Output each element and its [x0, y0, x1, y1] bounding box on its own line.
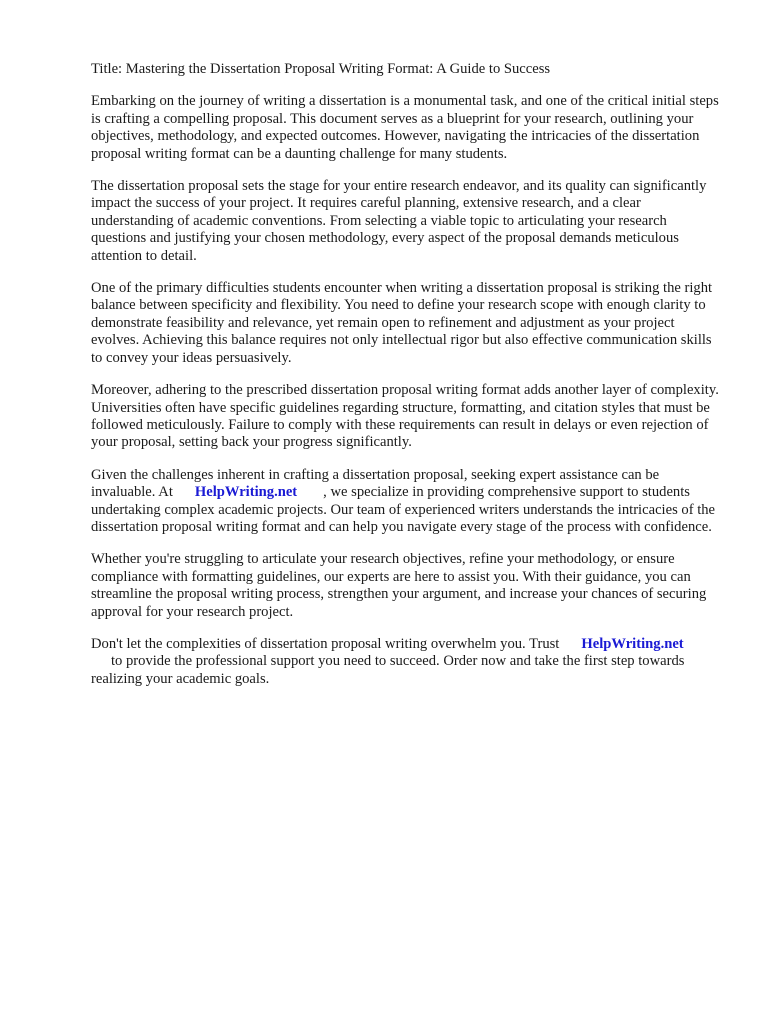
paragraph-intro: Embarking on the journey of writing a dissertation is a monumental task, and one of the critical initial steps is crafting a compelling proposal. This document serves as a blueprint for your research, outlining your objectives, methodology, and expected outcomes. However, navigating the intricacies of the dissertation proposal writing format can be a daunting challenge for many students.: [91, 93, 719, 162]
paragraph-format: Moreover, adhering to the prescribed dissertation proposal writing format adds another layer of complexity. Universities often have specific guidelines regarding structure, formatting, and citation styles that must be followed meticulously. Failure to comply with these requirements can result in delays or even rejection of your proposal, setting back your progress significantly.: [91, 382, 719, 451]
document-title: Title: Mastering the Dissertation Proposal Writing Format: A Guide to Success: [91, 61, 551, 77]
paragraph-difficulties: One of the primary difficulties students encounter when writing a dissertation proposal is striking the right balance between specificity and flexibility. You need to define your research scope with enough clarity to demonstrate feasibility and relevance, yet remain open to refinement and adjustment as your project evolves. Achieving this balance requires not only intellectual rigor but also effective communication skills to convey your ideas persuasively.: [91, 280, 713, 366]
paragraph-assistance-text-start: Given the challenges inherent in crafting a dissertation proposal, seeking expert assistance can be invaluable. At: [91, 466, 660, 501]
paragraph-closing: [91, 636, 725, 688]
paragraph-assistance: [91, 467, 725, 537]
document-body: [91, 61, 725, 703]
paragraph-guidance: Whether you're struggling to articulate your research objectives, refine your methodology, or ensure compliance with formatting guidelines, our experts are here to assist you. With their guidance, you can streamline the proposal writing process, strengthen your argument, and increase your chances of securing approval for your research project.: [91, 551, 707, 620]
paragraph-closing-text-start: Don't let the complexities of dissertation proposal writing overwhelm you. Trust: [91, 635, 560, 652]
paragraph-closing-text-end: to provide the professional support you need to succeed. Order now and take the first step towards realizing your academic goals.: [91, 653, 685, 687]
paragraph-assistance-text-end: , we specialize in providing comprehensive support to students undertaking complex academic projects. Our team of experienced writers understands the intricacies of the dissertation proposal writing format and can help you navigate every stage of the process with confidence.: [91, 484, 716, 535]
helpwriting-link[interactable]: HelpWriting.net: [194, 484, 298, 501]
helpwriting-link-closing[interactable]: HelpWriting.net: [581, 635, 684, 652]
paragraph-stage: The dissertation proposal sets the stage for your entire research endeavor, and its quality can significantly impact the success of your project. It requires careful planning, extensive research, and a clear understanding of academic conventions. From selecting a viable topic to articulating your research questions and justifying your chosen methodology, every aspect of the proposal demands meticulous attention to detail.: [91, 178, 707, 264]
